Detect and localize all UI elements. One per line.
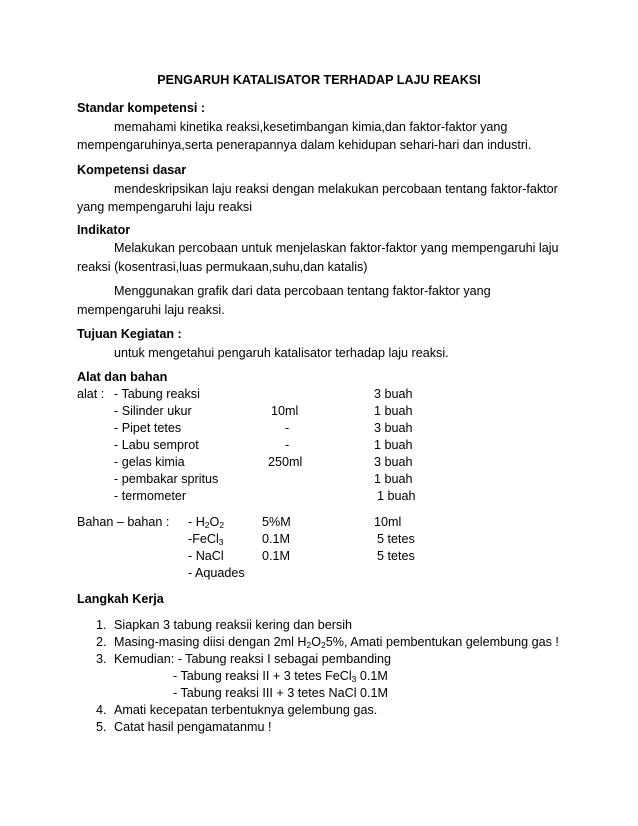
alat-item-size: -: [285, 438, 290, 452]
alat-item-qty: 1 buah: [374, 438, 413, 452]
alat-item-name: - Tabung reaksi: [114, 387, 200, 401]
alat-item-size: 10ml: [271, 404, 299, 418]
alat-item-name: - gelas kimia: [114, 455, 185, 469]
indikator-p1-line-2: reaksi (kosentrasi,luas permukaan,suhu,dan katalis): [77, 260, 368, 274]
alat-item-size: 250ml: [268, 455, 303, 469]
bahan-aquades-name: - Aquades: [188, 566, 245, 580]
step-number: 1.: [96, 618, 107, 632]
step-text: Kemudian: - Tabung reaksi I sebagai pembanding: [114, 652, 392, 666]
alat-item-qty: 3 buah: [374, 387, 413, 401]
bahan-nacl-name: - NaCl: [188, 549, 224, 563]
bahan-fecl3-qty: 5 tetes: [377, 532, 415, 546]
kompetensi-line-1: mendeskripsikan laju reaksi dengan melakukan percobaan tentang faktor-faktor: [114, 182, 558, 196]
bahan-h2o2-qty: 10ml: [374, 515, 402, 529]
alat-item-qty: 3 buah: [374, 455, 413, 469]
bahan-h2o2-name: - $H_2O_2$: [188, 515, 225, 530]
bahan-fecl3-conc: 0.1M: [262, 532, 290, 546]
step-number: 2.: [96, 635, 107, 649]
step-text: Catat hasil pengamatanmu !: [114, 720, 272, 734]
langkah-heading: Langkah Kerja: [77, 592, 164, 606]
alat-item-name: - Labu semprot: [114, 438, 199, 452]
alat-item-name: - pembakar spritus: [114, 472, 219, 486]
kompetensi-heading: Kompetensi dasar: [77, 163, 187, 177]
bahan-label: Bahan – bahan :: [77, 515, 170, 529]
tujuan-line-1: untuk mengetahui pengaruh katalisator terhadap laju reaksi.: [114, 346, 449, 360]
indikator-p2-line-2: mempengaruhi laju reaksi.: [77, 303, 225, 317]
tujuan-heading: Tujuan Kegiatan :: [77, 327, 182, 341]
alat-bahan-heading: Alat dan bahan: [77, 370, 168, 384]
alat-item-qty: 1 buah: [377, 489, 416, 503]
step-subline: - Tabung reaksi II + 3 tetes FeCl$_3$ 0.1M: [173, 669, 388, 684]
step-text: Masing-masing diisi dengan 2ml $H_2O_25\%$, Amati pembentukan gelembung gas !: [114, 635, 559, 650]
kompetensi-line-2: yang mempengaruhi laju reaksi: [77, 200, 253, 214]
alat-item-name: - Silinder ukur: [114, 404, 192, 418]
step-number: 5.: [96, 720, 107, 734]
document-title: PENGARUH KATALISATOR TERHADAP LAJU REAKSI: [157, 73, 481, 87]
alat-label: alat :: [77, 387, 105, 401]
standar-heading: Standar kompetensi :: [77, 101, 206, 115]
standar-line-1: memahami kinetika reaksi,kesetimbangan kimia,dan faktor-faktor yang: [114, 120, 508, 134]
indikator-p1-line-1: Melakukan percobaan untuk menjelaskan faktor-faktor yang mempengaruhi laju: [114, 241, 559, 255]
indikator-heading: Indikator: [77, 223, 131, 237]
indikator-p2-line-1: Menggunakan grafik dari data percobaan tentang faktor-faktor yang: [114, 284, 491, 298]
bahan-fecl3-name: -FeCl$_3$: [188, 532, 224, 547]
bahan-nacl-conc: 0.1M: [262, 549, 290, 563]
step-text: Amati kecepatan terbentuknya gelembung gas.: [114, 703, 378, 717]
alat-item-name: - Pipet tetes: [114, 421, 182, 435]
bahan-nacl-qty: 5 tetes: [377, 549, 415, 563]
alat-item-size: -: [285, 421, 290, 435]
standar-line-2: mempengaruhinya,serta penerapannya dalam kehidupan sehari-hari dan industri.: [77, 138, 532, 152]
step-text: Siapkan 3 tabung reaksii kering dan bersih: [114, 618, 353, 632]
alat-item-name: - termometer: [114, 489, 187, 503]
step-subline: - Tabung reaksi III + 3 tetes NaCl 0.1M: [173, 686, 389, 700]
step-number: 3.: [96, 652, 107, 666]
alat-item-qty: 1 buah: [374, 404, 413, 418]
alat-item-qty: 1 buah: [374, 472, 413, 486]
alat-item-qty: 3 buah: [374, 421, 413, 435]
bahan-h2o2-conc: 5%M: [262, 515, 291, 529]
step-number: 4.: [96, 703, 107, 717]
